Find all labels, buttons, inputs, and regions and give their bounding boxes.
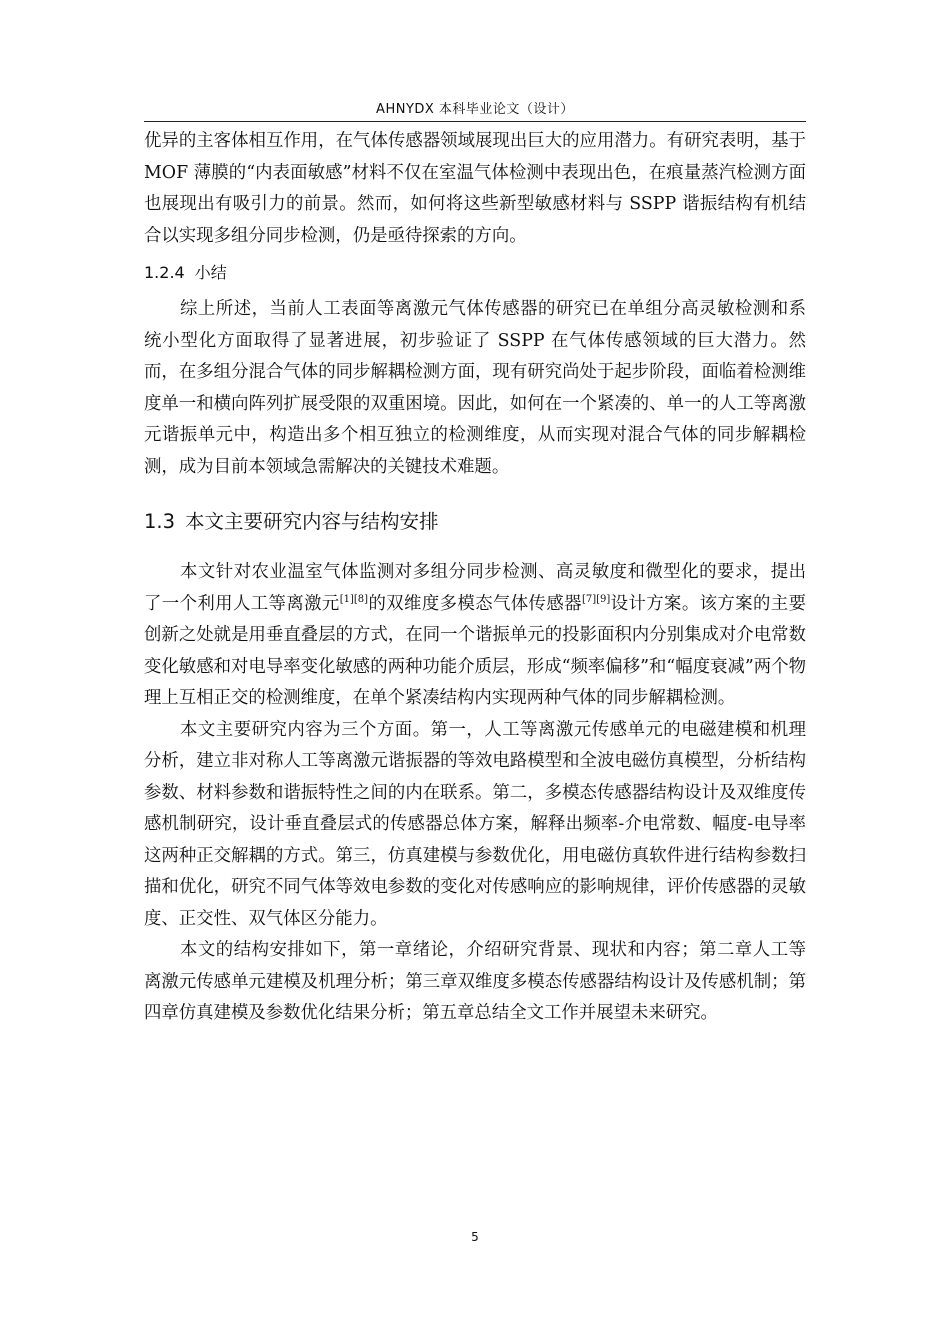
page-body	[144, 126, 806, 1030]
header-rule	[144, 121, 806, 122]
paragraph-design-scheme	[144, 557, 806, 715]
page-number: 5	[471, 1230, 479, 1244]
text-run: 设计方案。该方案的主要创新之处就是用垂直叠层的方式，在同一个谐振单元的投影面积内分别集成对介电常数变化敏感和对电导率变化敏感的两种功能介质层，形成“频率偏移”和“幅度衰减”两个物理上互相正交的检测维度，在单个紧凑结构内实现两种气体的同步解耦检测。	[144, 593, 806, 708]
citation: [1][8]	[339, 593, 369, 605]
section-heading-1-3	[144, 507, 806, 537]
section-heading-1-2-4	[144, 258, 806, 288]
paragraph-structure: 本文的结构安排如下，第一章绪论，介绍研究背景、现状和内容；第二章人工等离激元传感单元建模及机理分析；第三章双维度多模态传感器结构设计及传感机制；第四章仿真建模及参数优化结果分析；第五章总结全文工作并展望未来研究。	[144, 940, 806, 1023]
section-title: 小结	[194, 263, 227, 282]
text-run: 本文针对农业温室气体监测对多组分同步检测、高灵敏度和微型化的要求，提出了一个利用人工等离激元	[144, 562, 806, 614]
paragraph-summary: 综上所述，当前人工表面等离激元气体传感器的研究已在单组分高灵敏检测和系统小型化方面取得了显著进展，初步验证了 SSPP 在气体传感领域的巨大潜力。然而，在多组分混合气体的同步解耦检测方面，现有研究尚处于起步阶段，面临着检测维度单一和横向阵列扩展受限的双重困境。因此，如何在一个紧凑的、单一的人工等离激元谐振单元中，构造出多个相互独立的检测维度，从而实现对混合气体的同步解耦检测，成为目前本领域急需解决的关键技术难题。	[144, 299, 806, 477]
paragraph-research-content: 本文主要研究内容为三个方面。第一，人工等离激元传感单元的电磁建模和机理分析，建立非对称人工等离激元谐振器的等效电路模型和全波电磁仿真模型，分析结构参数、材料参数和谐振特性之间的内在联系。第二，多模态传感器结构设计及双维度传感机制研究，设计垂直叠层式的传感器总体方案，解释出频率-介电常数、幅度-电导率这两种正交解耦的方式。第三，仿真建模与参数优化，用电磁仿真软件进行结构参数扫描和优化，研究不同气体等效电参数的变化对传感响应的影响规律，评价传感器的灵敏度、正交性、双气体区分能力。	[144, 719, 806, 929]
section-number: 1.3	[144, 510, 176, 533]
text-run: 的双维度多模态气体传感器	[368, 593, 582, 614]
section-title: 本文主要研究内容与结构安排	[185, 510, 439, 533]
paragraph-continuation: 优异的主客体相互作用，在气体传感器领域展现出巨大的应用潜力。有研究表明，基于 MOF 薄膜的“内表面敏感”材料不仅在室温气体检测中表现出色，在痕量蒸汽检测方面也展现出有吸引力的前景。然而，如何将这些新型敏感材料与 SSPP 谐振结构有机结合以实现多组分同步检测，仍是亟待探索的方向。	[144, 131, 806, 246]
running-header: AHNYDX 本科毕业论文（设计）	[376, 102, 574, 117]
citation: [7][9]	[581, 593, 611, 605]
section-number: 1.2.4	[144, 263, 185, 282]
